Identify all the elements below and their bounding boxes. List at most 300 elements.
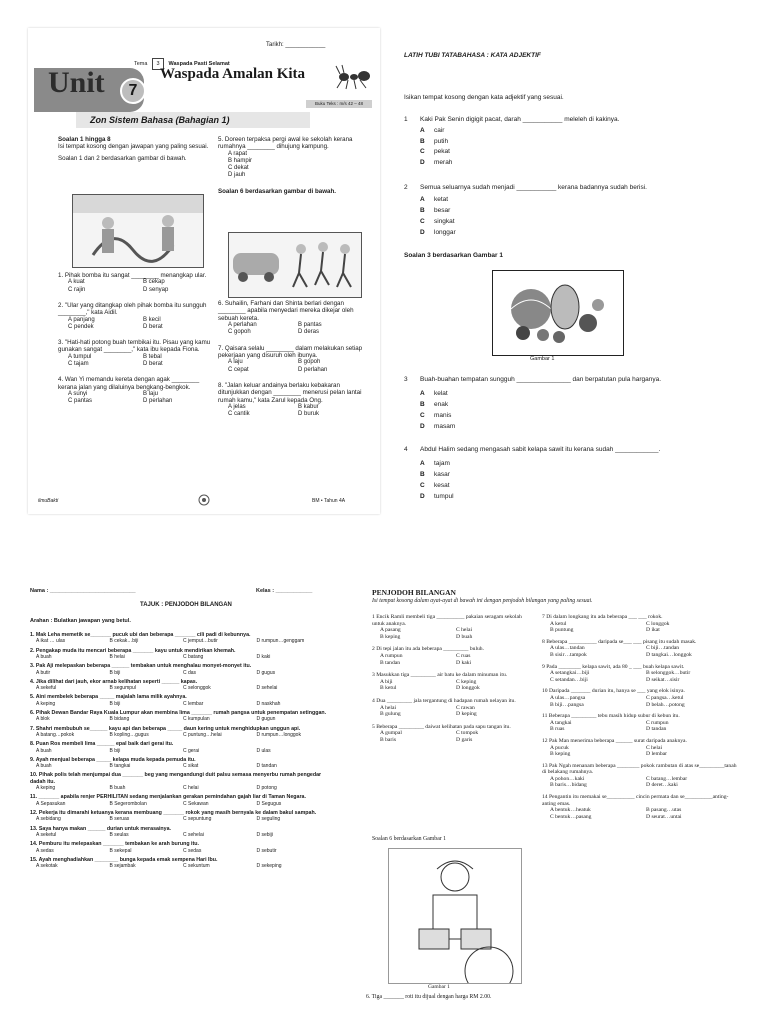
option[interactable]: B pantas xyxy=(298,322,322,329)
option[interactable]: A ikat … ulas xyxy=(36,638,66,645)
question-text: 8 Beberapa __________ daripada se___ ___ pisang itu sudah masak. xyxy=(542,638,697,645)
q5-options xyxy=(218,151,368,180)
option[interactable]: B segumpul xyxy=(109,685,136,692)
option[interactable]: A Sepasukan xyxy=(36,800,66,807)
option[interactable]: D ulas xyxy=(256,747,271,754)
option[interactable]: A pasang xyxy=(380,627,401,634)
question-1: 1. Pihak bomba itu sangat ________ menangkap ular. xyxy=(58,272,207,279)
tema-number: 3 xyxy=(152,58,164,70)
options-row xyxy=(30,816,330,822)
option[interactable]: A buah xyxy=(36,747,52,754)
option[interactable]: A perlahan xyxy=(228,322,257,329)
unit-word: Unit xyxy=(48,66,105,99)
option[interactable]: A kuat xyxy=(68,279,85,286)
question-item xyxy=(372,672,532,692)
option[interactable]: D rumpun…genggam xyxy=(256,638,305,645)
option[interactable]: B cekak…biji xyxy=(109,638,139,645)
question-number: 2 xyxy=(404,184,408,191)
option[interactable] xyxy=(420,480,454,491)
option[interactable]: A sebidang xyxy=(36,816,61,823)
option-text: manis xyxy=(434,412,452,419)
soalan6-heading: Soalan 6 berdasarkan gambar di bawah. xyxy=(218,187,336,195)
options-grid xyxy=(372,705,532,718)
option[interactable]: C pangsa…ketul xyxy=(646,694,684,701)
option[interactable] xyxy=(420,194,456,205)
option-letter: C xyxy=(420,482,425,489)
option[interactable]: C dekat xyxy=(228,165,249,172)
option[interactable]: C das xyxy=(183,669,197,676)
question-text: 13. Saya hanya makan ______ durian untuk merasainya. xyxy=(30,825,172,832)
option[interactable]: D seguling xyxy=(256,816,281,823)
q8-options xyxy=(218,404,368,418)
option[interactable] xyxy=(420,388,455,399)
option-text: ketat xyxy=(434,196,449,203)
question-3: 3. "Hati-hati potong buah tembikai itu. Pisau yang kamu gunakan sangat ________," kata ibu kepada Fiona. xyxy=(58,339,211,354)
option[interactable]: A bentuk…heatuk xyxy=(550,807,591,814)
penjodoh-worksheet-1 xyxy=(28,586,374,1024)
option[interactable]: C rumpun xyxy=(646,719,669,726)
soalan6-heading: Soalan 6 berdasarkan Gambar 1 xyxy=(372,836,447,842)
options-row xyxy=(30,654,330,660)
option[interactable]: A keping xyxy=(36,700,56,707)
option[interactable]: C gerai xyxy=(183,747,200,754)
soalan-heading: Soalan 1 hingga 8 xyxy=(58,136,111,143)
option[interactable]: B keping xyxy=(380,633,401,640)
option[interactable]: B buah xyxy=(109,785,126,792)
option-text: cair xyxy=(434,127,445,134)
option[interactable]: C selonggok xyxy=(183,685,211,692)
option[interactable]: A blok xyxy=(36,716,50,723)
option[interactable] xyxy=(420,205,456,216)
option[interactable]: C rajin xyxy=(68,286,86,293)
option[interactable]: D kaki xyxy=(456,659,472,666)
option[interactable]: C cantik xyxy=(228,411,250,418)
option[interactable]: A buah xyxy=(36,763,52,770)
question-2: Semua seluarnya sudah menjadi ___________ kerana badannya sudah berisi. xyxy=(420,184,647,191)
option-letter: D xyxy=(420,158,425,166)
option-text: enak xyxy=(434,401,449,408)
option[interactable] xyxy=(420,216,456,227)
option[interactable]: B gulung xyxy=(380,711,401,718)
option[interactable]: A pucuk xyxy=(550,744,569,751)
option[interactable]: B baris…bidang xyxy=(550,782,587,789)
option-letter: D xyxy=(420,493,425,500)
option[interactable]: B seruas xyxy=(109,816,130,823)
soalan-sub: Soalan 1 dan 2 berdasarkan gambar di bawah. xyxy=(58,154,187,162)
option[interactable]: A seketul xyxy=(36,831,57,838)
options-grid xyxy=(542,807,742,820)
option-text: singkat xyxy=(434,218,455,225)
option[interactable]: C ruas xyxy=(456,652,471,659)
option[interactable]: B puntung xyxy=(550,627,574,634)
option-text: kesat xyxy=(434,482,450,489)
option[interactable]: B seulas xyxy=(109,831,129,838)
question-text: 2. Pengakap muda itu mencari beberapa _______ kayu untuk mendirikan khemah. xyxy=(30,647,236,654)
option[interactable]: C Sekawan xyxy=(183,800,209,807)
option[interactable]: B biji xyxy=(109,700,121,707)
options-grid xyxy=(542,776,742,789)
question-8: 8. "Jalan keluar andainya berlaku kebakaran ditunjukkan dengan ________ menerusi pelan lantai rumah kamu," kata Zarul kepada Ong. xyxy=(218,381,362,404)
question-item xyxy=(30,772,330,791)
tarikh-field: Tarikh: ____________ xyxy=(266,42,326,48)
question-text: 11 Beberapa _________ tebu masih hidup subur di kebun itu. xyxy=(542,713,680,720)
options-grid xyxy=(372,679,532,692)
option[interactable]: A ketul xyxy=(550,620,567,627)
option[interactable]: C rawan xyxy=(456,704,475,711)
option[interactable]: C batang xyxy=(183,654,204,660)
option-letter: B xyxy=(420,207,425,214)
option[interactable]: A keping xyxy=(36,785,56,792)
right-column xyxy=(542,614,742,825)
option-letter: A xyxy=(420,196,425,203)
q3-options xyxy=(58,354,218,368)
option[interactable]: D sebiji xyxy=(256,831,273,838)
option[interactable]: D lembar xyxy=(646,751,667,758)
option[interactable]: B biji xyxy=(109,669,121,676)
option[interactable]: A rumpun xyxy=(380,652,403,659)
option[interactable] xyxy=(420,458,454,469)
option[interactable]: A butir xyxy=(36,669,51,676)
page-title: PENJODOH BILANGAN xyxy=(372,588,456,597)
question-number: 4 xyxy=(404,446,408,453)
q1-options xyxy=(420,126,452,168)
bread-seller-illustration xyxy=(388,848,522,984)
tema-title: Waspada Pasti Selamat xyxy=(168,61,230,67)
option[interactable]: D tandan xyxy=(256,763,277,770)
option-letter: C xyxy=(420,412,425,419)
option[interactable]: D tandan xyxy=(646,726,667,733)
option[interactable]: C sikat xyxy=(183,763,199,770)
option[interactable]: D sebutir xyxy=(256,847,277,854)
question-text: 6. Pihak Dewan Bandar Raya Kuala Lumpur akan membina lima _______ rumah pangsa untuk penempatan setinggan. xyxy=(30,709,327,716)
question-4: Abdul Halim sedang mengasah sabit kelapa sawit itu kerana sudah ____________. xyxy=(420,446,661,453)
option[interactable]: A sedas xyxy=(36,847,54,854)
gambar-caption: Gambar 1 xyxy=(428,984,450,990)
option[interactable]: A batang…pokok xyxy=(36,731,75,738)
q2-options xyxy=(58,317,218,331)
option[interactable]: C biji…tandan xyxy=(646,645,680,652)
question-item xyxy=(542,794,742,820)
q7-options xyxy=(218,359,368,373)
question-item xyxy=(542,639,742,659)
option[interactable]: B baris xyxy=(380,736,397,743)
question-item xyxy=(30,810,330,822)
option[interactable]: C helai xyxy=(183,785,199,792)
option[interactable]: D Segugus xyxy=(256,800,282,807)
options-row xyxy=(30,701,330,707)
option[interactable]: D tangkai…longgok xyxy=(646,651,692,658)
option[interactable]: C pantas xyxy=(68,398,93,405)
option[interactable]: D buruk xyxy=(298,411,320,418)
option-letter: B xyxy=(420,401,425,408)
option[interactable]: D gugun xyxy=(256,716,276,723)
option[interactable]: C gopoh xyxy=(228,329,251,336)
option-letter: C xyxy=(420,218,425,225)
option[interactable]: D seikat…sisir xyxy=(646,676,680,683)
options-row xyxy=(30,638,330,644)
option[interactable]: D ikat xyxy=(646,627,660,634)
option[interactable]: B kopling…gugus xyxy=(109,731,149,738)
option[interactable]: D buah xyxy=(456,633,473,640)
question-5: 5. Doreen terpaksa pergi awal ke sekolah kerana rumahnya ________ dihujung kampung. xyxy=(218,136,353,151)
soalan-instruction: Isi tempat kosong dengan jawapan yang paling sesuai. xyxy=(58,143,209,151)
options-grid xyxy=(542,621,742,634)
option[interactable]: A setangkai…biji xyxy=(550,670,590,677)
option[interactable]: D deras xyxy=(298,329,320,336)
option[interactable]: A tangkai xyxy=(550,719,572,726)
options-row xyxy=(30,785,330,791)
question-7: 7. Qaisara selalu ________ dalam melakukan setiap pekerjaan yang disuruh oleh ibunya. xyxy=(218,344,363,360)
option-text: merah xyxy=(434,158,453,166)
question-text: 5. Aini membelek beberapa _____ majalah lama milik ayahnya. xyxy=(30,694,187,701)
left-column xyxy=(372,614,532,750)
option[interactable]: D garis xyxy=(456,736,473,743)
option[interactable]: B selonggok…butir xyxy=(646,670,691,677)
option[interactable]: D deret…kaki xyxy=(646,782,678,789)
option[interactable] xyxy=(420,147,452,158)
option[interactable]: A laju xyxy=(228,359,243,366)
option[interactable] xyxy=(420,399,455,410)
option[interactable]: D berat xyxy=(143,323,163,330)
question-number: 1 xyxy=(404,116,408,123)
option[interactable]: A ulas…tandan xyxy=(550,645,585,652)
option[interactable]: A rapat xyxy=(228,150,248,157)
option[interactable]: C jemput…butir xyxy=(183,638,218,645)
option[interactable]: C tajam xyxy=(68,361,89,368)
question-item xyxy=(542,763,742,789)
option[interactable]: B laju xyxy=(143,391,159,398)
option[interactable]: C sehelai xyxy=(183,831,204,838)
publisher-logo: ilmuBakti xyxy=(38,498,59,504)
option[interactable]: C tompok xyxy=(456,730,479,737)
option[interactable]: A pohon…kaki xyxy=(550,775,585,782)
option[interactable]: C sedas xyxy=(183,847,202,854)
question-item xyxy=(30,694,330,706)
question-item xyxy=(30,663,330,675)
penjodoh-worksheet-2 xyxy=(364,586,768,1024)
option[interactable]: B Segerombolan xyxy=(109,800,147,807)
options-row xyxy=(30,670,330,676)
options-row xyxy=(30,716,330,722)
option[interactable]: A gumpal xyxy=(380,730,402,737)
option[interactable]: D perlahan xyxy=(143,398,173,405)
option[interactable]: D berat xyxy=(143,361,163,368)
options-row xyxy=(30,832,330,838)
option[interactable]: A jelas xyxy=(228,404,246,411)
options-row xyxy=(30,763,330,769)
option[interactable]: B gopoh xyxy=(298,359,321,366)
kelas-field: Kelas : ____________ xyxy=(256,588,313,594)
option[interactable]: C helai xyxy=(646,744,663,751)
question-6: 6. Tiga _______ roti itu dijual dengan harga RM 2.00. xyxy=(366,994,492,1000)
option-letter: A xyxy=(420,127,425,134)
option[interactable]: D jauh xyxy=(228,172,246,179)
option[interactable]: C keping xyxy=(456,678,477,685)
option[interactable]: A buah xyxy=(36,654,52,660)
option[interactable]: D perlahan xyxy=(298,366,328,373)
option[interactable]: B kabur xyxy=(298,404,319,411)
option[interactable]: D senyap xyxy=(143,286,169,293)
option-text: kasar xyxy=(434,471,450,478)
q4-options xyxy=(420,458,454,502)
page-title: Waspada Amalan Kita xyxy=(160,66,306,82)
question-text: 13 Pak Ngah menanam beberapa ________ pokok rambutan di atas se_________tanah di belakang rumahnya. xyxy=(542,762,737,776)
option[interactable]: A panjang xyxy=(68,316,95,323)
option-letter: A xyxy=(420,390,425,397)
option[interactable]: D seurat…untai xyxy=(646,813,682,820)
option[interactable]: B cekap xyxy=(143,279,165,286)
question-text: 7. Shahri membubuh se______ kayu api dan beberapa _____ daun kering untuk menghidupkan unggun api. xyxy=(30,725,301,732)
question-item xyxy=(30,741,330,753)
option[interactable]: C longgok xyxy=(646,620,670,627)
options-grid xyxy=(372,627,532,640)
option[interactable]: B bidang xyxy=(109,716,130,723)
option[interactable]: D sehelai xyxy=(256,685,278,692)
option[interactable] xyxy=(420,126,452,137)
question-text: 3. Pak Aji melepaskan beberapa ______ tembakan untuk menghalau monyet-monyet itu. xyxy=(30,663,252,670)
option-letter: C xyxy=(420,148,425,155)
option[interactable]: C puntung…helai xyxy=(183,731,222,738)
children-running-illustration xyxy=(228,232,362,298)
option[interactable]: D gugus xyxy=(256,669,276,676)
option[interactable]: B tangkai xyxy=(109,763,131,770)
option[interactable] xyxy=(420,469,454,480)
option[interactable]: B hampir xyxy=(228,158,253,165)
option[interactable]: A biji xyxy=(380,678,393,685)
nama-field: Nama : ____________________________ xyxy=(30,588,136,594)
option[interactable]: B ruas xyxy=(550,726,565,733)
page-header: LATIH TUBI TATABAHASA : KATA ADJEKTIF xyxy=(404,52,541,59)
firemen-snake-illustration xyxy=(72,194,204,268)
option[interactable]: D kaki xyxy=(256,654,271,660)
options-grid xyxy=(542,720,742,733)
option[interactable] xyxy=(420,491,454,502)
option[interactable]: B biji…pangsa xyxy=(550,701,584,708)
option[interactable]: B pasang…utas xyxy=(646,807,682,814)
option[interactable]: B sisir…tampok xyxy=(550,651,587,658)
option[interactable]: A tumpul xyxy=(68,353,92,360)
arahan: Arahan : Bulatkan jawapan yang betul. xyxy=(30,618,131,624)
option[interactable]: A sunyi xyxy=(68,391,88,398)
question-text: 3 Masukkan tiga _________ air batu ke dalam minuman itu. xyxy=(372,672,508,679)
question-item xyxy=(30,794,330,806)
option[interactable]: C batang…lembar xyxy=(646,775,688,782)
option[interactable]: B ketul xyxy=(380,685,397,692)
question-text: 8. Puan Ros membeli lima ______ epal baik dari gerai itu. xyxy=(30,741,174,748)
question-item xyxy=(30,757,330,769)
option[interactable]: C pendek xyxy=(68,323,94,330)
question-item xyxy=(372,646,532,666)
fruit-illustration xyxy=(492,270,624,356)
question-3: Buah-buahan tempatan sungguh _______________ dan berpatutan pula harganya. xyxy=(420,376,662,383)
option[interactable]: D rumpun…longgok xyxy=(256,731,301,738)
option-text: besar xyxy=(434,207,451,214)
option[interactable]: C cepat xyxy=(228,366,249,373)
option[interactable]: B helai xyxy=(109,654,125,660)
question-text: 9 Pada ________ kelapa sawit, ada 80 _ ___ buah kelapa sawit. xyxy=(542,663,685,670)
options-row xyxy=(30,863,330,869)
option[interactable]: C setandan…biji xyxy=(550,676,588,683)
instruction: Isi tempat kosong dalam ayat-ayat di bawah ini dengan penjodoh bilangan yang paling sesuai. xyxy=(372,598,593,604)
options-row xyxy=(30,801,330,807)
option[interactable]: D belah…potong xyxy=(646,701,685,708)
buku-teks-ref: Buku Teks : m/s 42 – 48 xyxy=(306,100,372,108)
option[interactable]: B tandan xyxy=(380,659,401,666)
question-text: 1. Mak Leha memetik se_______ pucuk ubi dan beberapa _______ cili padi di kebunnya. xyxy=(30,632,251,638)
option[interactable]: D naskhah xyxy=(256,700,281,707)
option[interactable] xyxy=(420,410,455,421)
option[interactable]: A sekotak xyxy=(36,863,58,870)
option[interactable]: B biji xyxy=(109,747,121,754)
option[interactable]: B kecil xyxy=(143,316,161,323)
option[interactable] xyxy=(420,421,455,432)
q2-options xyxy=(420,194,456,238)
option[interactable]: A sekeful xyxy=(36,685,57,692)
question-text: 4. Jika dilihat dari jauh, ekor arnab kelihatan seperti ______ kapas. xyxy=(30,678,198,685)
option-text: longgar xyxy=(434,229,456,236)
option[interactable]: B sejambak xyxy=(109,863,136,870)
option[interactable]: D longgok xyxy=(456,685,480,692)
question-number: 3 xyxy=(404,376,408,383)
question-item xyxy=(30,726,330,738)
question-text: 10 Daripada _______ durian itu, hanya se ___ yang elok isinya. xyxy=(542,688,685,695)
option[interactable]: A ulas…pangsa xyxy=(550,694,586,701)
options-grid xyxy=(542,645,742,658)
option[interactable] xyxy=(420,227,456,238)
options-row xyxy=(30,748,330,754)
option[interactable]: B tebal xyxy=(143,353,162,360)
page-footer: BM • Tahun 4A xyxy=(312,498,346,504)
option-text: kelat xyxy=(434,390,448,397)
option[interactable]: B sekepal xyxy=(109,847,132,854)
question-item xyxy=(30,841,330,853)
options-row xyxy=(30,732,330,738)
option[interactable]: C sekuntum xyxy=(183,863,210,870)
option[interactable]: C helai xyxy=(456,627,473,634)
options-grid xyxy=(372,730,532,743)
question-item xyxy=(30,826,330,838)
ant-icon xyxy=(334,62,374,92)
workbook-page-unit7 xyxy=(28,28,380,514)
instruction: Isikan tempat kosong dengan kata adjektif yang sesuai. xyxy=(404,94,564,101)
question-item xyxy=(30,857,330,869)
q6-options xyxy=(218,322,368,336)
question-item xyxy=(542,738,742,758)
question-item xyxy=(372,614,532,640)
question-text: 12. Pekerja itu dimarahi ketuanya kerana membuang _______ rokok yang masih bernyala ke dalam bakul sampah. xyxy=(30,809,317,816)
option[interactable]: B keping xyxy=(550,751,571,758)
option-letter: D xyxy=(420,423,425,430)
question-text: 2 Di tepi jalan itu ada beberapa _________ buluh. xyxy=(372,646,485,653)
option[interactable]: D sekeping xyxy=(256,863,282,870)
option[interactable]: C bentuk…pasang xyxy=(550,813,592,820)
option-text: tumpul xyxy=(434,493,454,500)
option[interactable] xyxy=(420,158,452,169)
option[interactable]: C sepuntung xyxy=(183,816,212,823)
question-text: 1 Encik Ramli membeli tiga __________ pakaian seragam sekolah untuk anaknya. xyxy=(372,614,522,627)
option[interactable]: A helai xyxy=(380,704,396,711)
option[interactable] xyxy=(420,137,452,148)
option[interactable]: C kumpulan xyxy=(183,716,210,723)
q4-options xyxy=(58,391,218,405)
option-text: putih xyxy=(434,137,449,145)
option[interactable]: D potong xyxy=(256,785,277,792)
option[interactable]: C lembar xyxy=(183,700,204,707)
option[interactable]: D keping xyxy=(456,711,477,718)
question-text: 4 Dua _________ jala tergantung di hadapan rumah nelayan itu. xyxy=(372,697,516,704)
option-text: tajam xyxy=(434,460,450,467)
options-grid xyxy=(542,670,742,683)
